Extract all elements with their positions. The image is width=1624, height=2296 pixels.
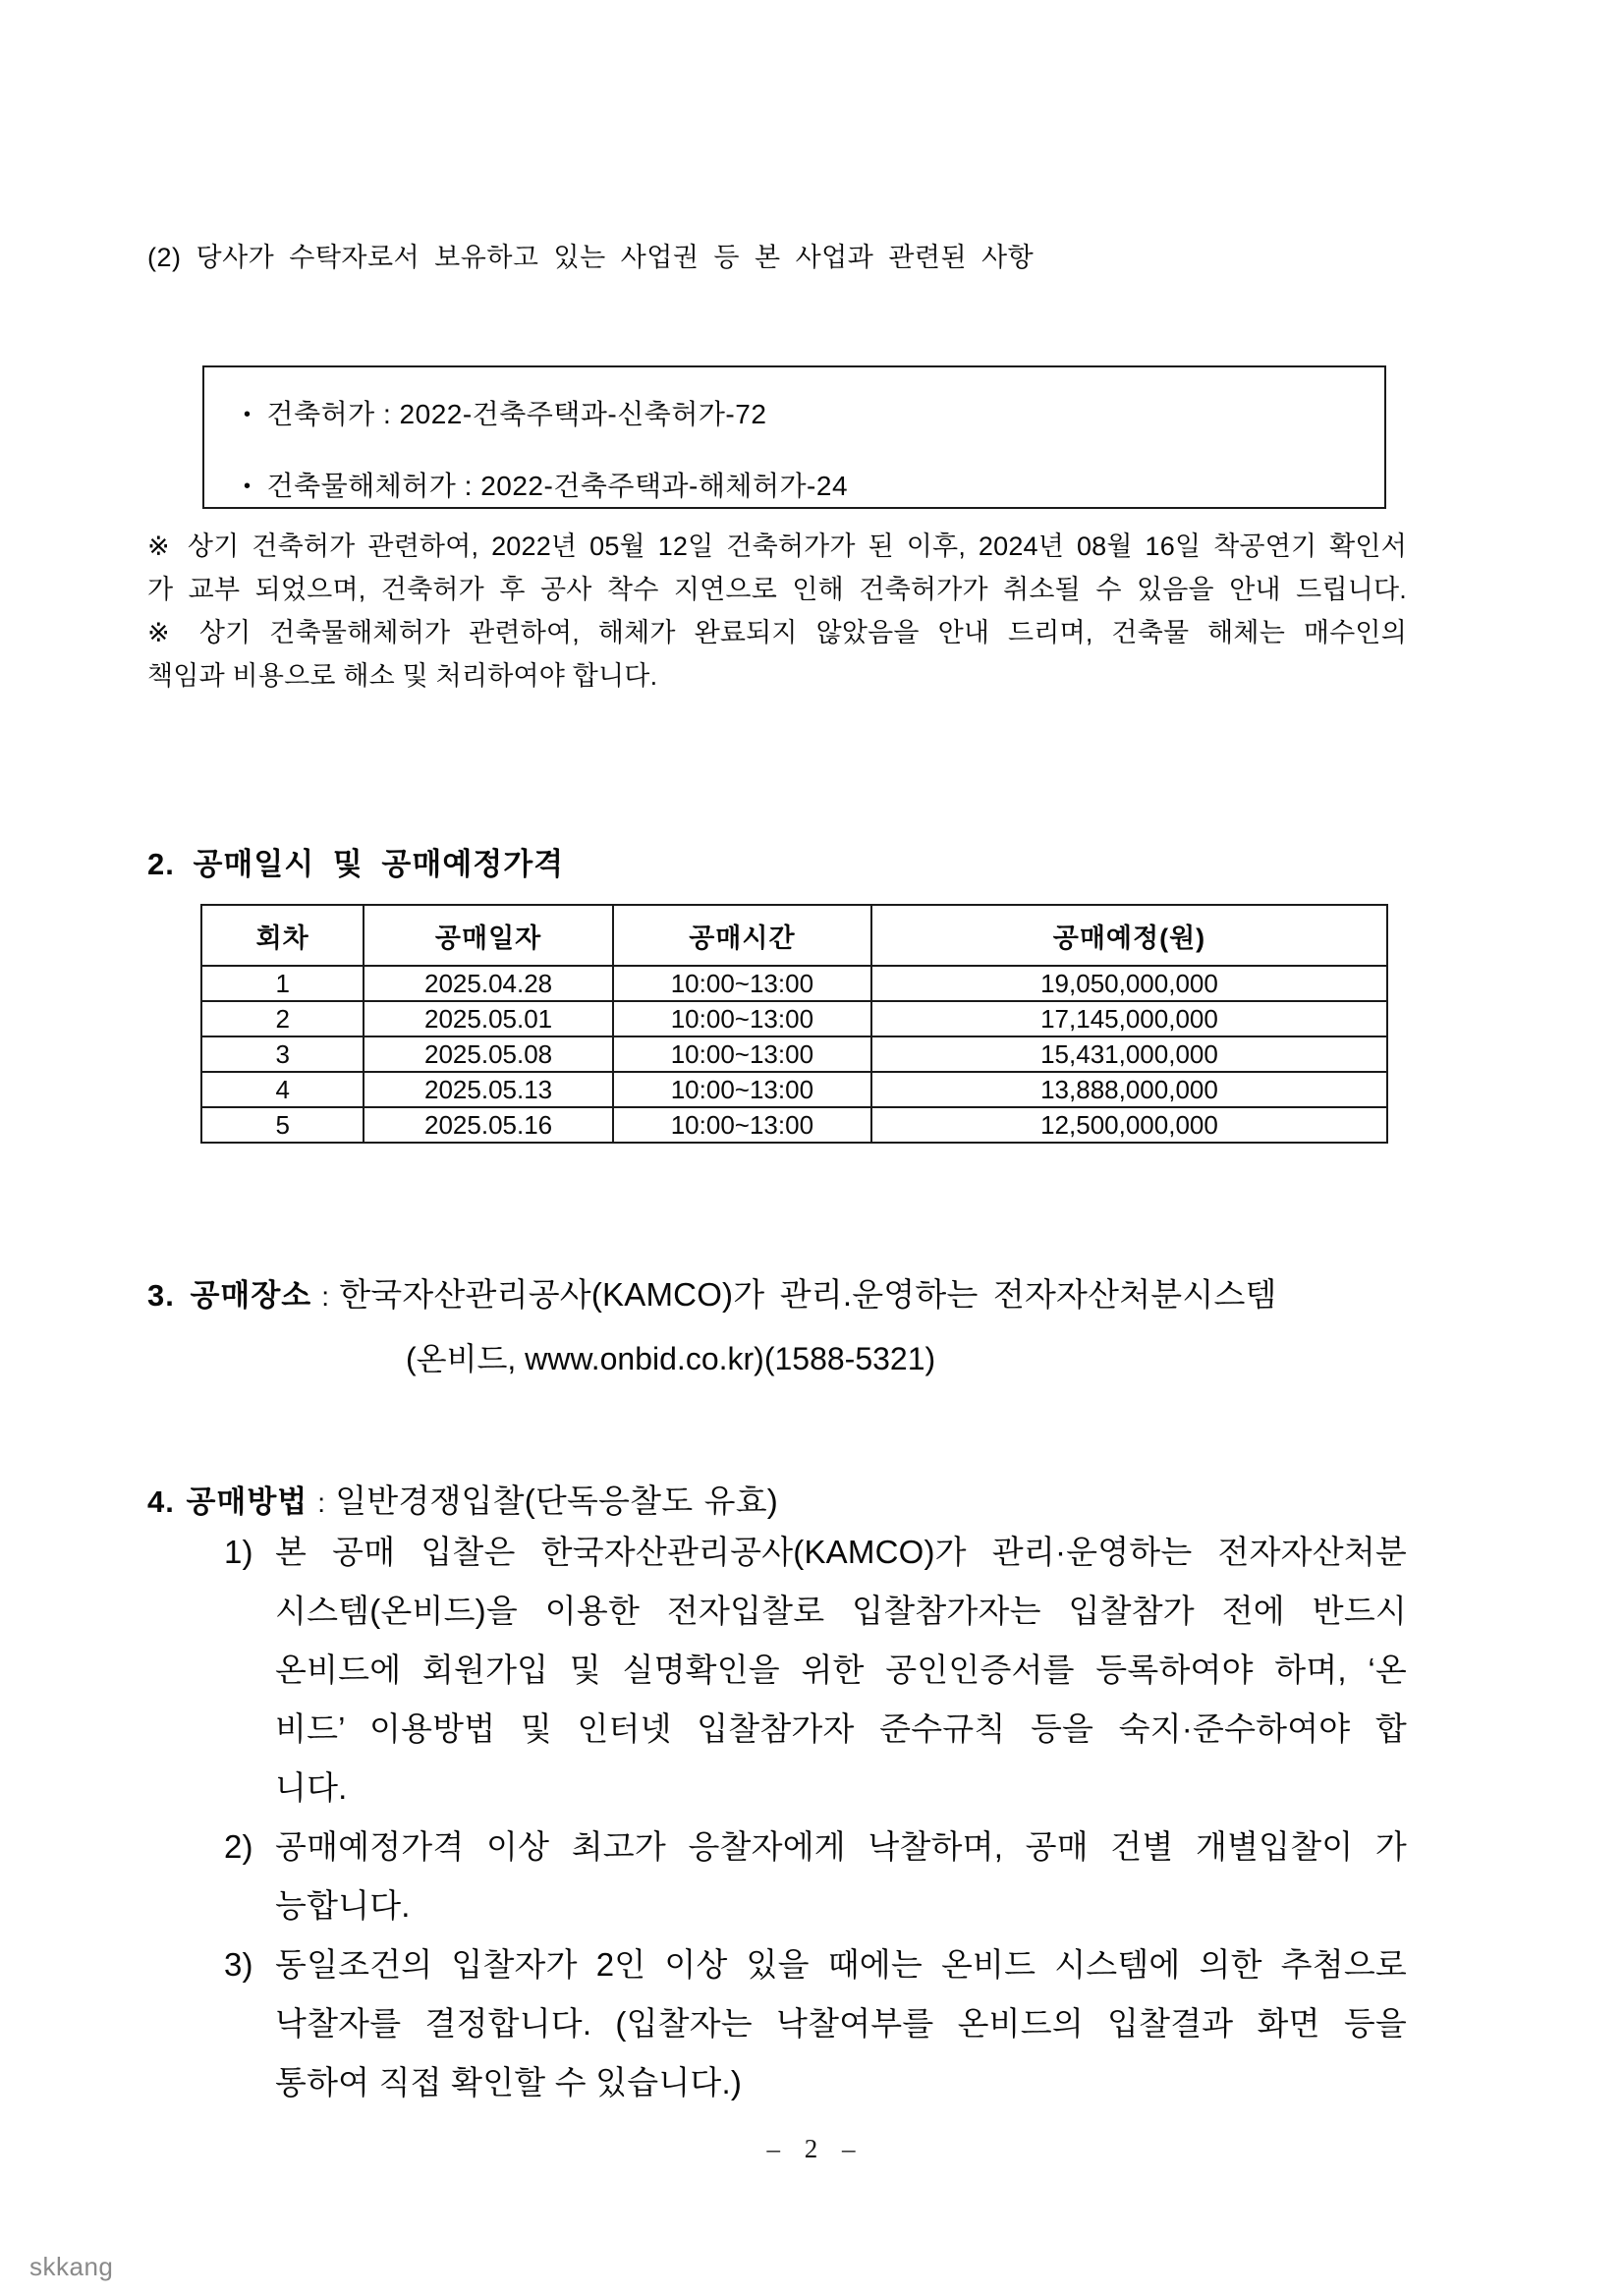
cell-round: 4 — [201, 1072, 364, 1107]
permit-item-demolition — [244, 465, 1365, 504]
cell-time: 10:00~13:00 — [613, 1001, 871, 1036]
item-line: 낙찰자를 결정합니다. (입찰자는 낙찰여부를 온비드의 입찰결과 화면 등을 — [275, 2005, 1407, 2042]
table-row — [201, 966, 1387, 1001]
note-line: ※ 상기 건축허가 관련하여, 2022년 05월 12일 건축허가가 된 이후, 2024년 08월 16일 착공연기 확인서 — [147, 532, 1407, 561]
note-building-permit — [147, 525, 1407, 611]
method-item-2 — [224, 1818, 1407, 1935]
section4-text: 일반경쟁입찰(단독응찰도 유효) — [335, 1483, 778, 1519]
cell-round: 2 — [201, 1001, 364, 1036]
cell-time: 10:00~13:00 — [613, 1107, 871, 1143]
item-number: 3) — [224, 1946, 253, 1983]
permit-item-building — [244, 393, 1365, 432]
header-round: 회차 — [201, 905, 364, 966]
method-item-1 — [224, 1523, 1407, 1818]
table-row — [201, 1107, 1387, 1143]
item-number: 2) — [224, 1828, 253, 1865]
item-line: 통하여 직접 확인할 수 있습니다.) — [275, 2064, 743, 2100]
item-line: 비드’ 이용방법 및 인터넷 입찰참가자 준수규칙 등을 숙지·준수하여야 합 — [275, 1710, 1407, 1747]
note-demolition-permit — [147, 611, 1407, 698]
cell-round: 1 — [201, 966, 364, 1001]
note-line: 가 교부 되었으며, 건축허가 후 공사 착수 지연으로 인해 건축허가가 취소될 수 있음을 안내 드립니다. — [147, 575, 1407, 604]
permit-box — [202, 365, 1386, 509]
cell-price: 17,145,000,000 — [871, 1001, 1387, 1036]
permit-item-text: 건축물해체허가 : 2022-건축주택과-해체허가-24 — [266, 471, 849, 501]
permit-item-text: 건축허가 : 2022-건축주택과-신축허가-72 — [266, 399, 767, 429]
section4-label: 4. 공매방법 — [147, 1484, 308, 1519]
item-number: 1) — [224, 1534, 253, 1570]
item-line: 능합니다. — [275, 1887, 411, 1924]
watermark-text: skkang — [29, 2252, 114, 2281]
table-row — [201, 1001, 1387, 1036]
cell-round: 3 — [201, 1036, 364, 1072]
item-line: 본 공매 입찰은 한국자산관리공사(KAMCO)가 관리·운영하는 전자자산처분 — [275, 1534, 1407, 1570]
note-line: 책임과 비용으로 해소 및 처리하여야 합니다. — [147, 661, 658, 691]
table-row — [201, 1072, 1387, 1107]
cell-date: 2025.05.08 — [364, 1036, 612, 1072]
cell-price: 19,050,000,000 — [871, 966, 1387, 1001]
cell-round: 5 — [201, 1107, 364, 1143]
cell-time: 10:00~13:00 — [613, 966, 871, 1001]
cell-price: 12,500,000,000 — [871, 1107, 1387, 1143]
section3-heading-line — [147, 1269, 1425, 1316]
section2-heading: 2. 공매일시 및 공매예정가격 — [147, 847, 565, 881]
item-line: 니다. — [275, 1769, 348, 1806]
cell-time: 10:00~13:00 — [613, 1036, 871, 1072]
method-item-3 — [224, 1935, 1407, 2112]
table-row — [201, 1036, 1387, 1072]
section3-label: 3. 공매장소 — [147, 1278, 312, 1313]
item-line: 온비드에 회원가입 및 실명확인을 위한 공인인증서를 등록하여야 하며, ‘온 — [275, 1652, 1407, 1688]
cell-price: 13,888,000,000 — [871, 1072, 1387, 1107]
intro-paragraph: (2) 당사가 수탁자로서 보유하고 있는 사업권 등 본 사업과 관련된 사항 — [147, 243, 1035, 272]
cell-date: 2025.05.01 — [364, 1001, 612, 1036]
page-number: – 2 – — [766, 2134, 858, 2163]
cell-price: 15,431,000,000 — [871, 1036, 1387, 1072]
bullet-icon: • — [244, 404, 252, 425]
note-line: ※ 상기 건축물해체허가 관련하여, 해체가 완료되지 않았음을 안내 드리며, 건축물 해체는 매수인의 — [147, 618, 1407, 647]
header-date: 공매일자 — [364, 905, 612, 966]
cell-date: 2025.05.16 — [364, 1107, 612, 1143]
cell-time: 10:00~13:00 — [613, 1072, 871, 1107]
auction-schedule-table — [200, 904, 1388, 1144]
section3-separator: : — [321, 1281, 330, 1312]
section4-separator: : — [317, 1487, 326, 1518]
cell-date: 2025.05.13 — [364, 1072, 612, 1107]
section3-onbid-line: (온비드, www.onbid.co.kr)(1588-5321) — [406, 1341, 936, 1376]
cell-date: 2025.04.28 — [364, 966, 612, 1001]
item-line: 동일조건의 입찰자가 2인 이상 있을 때에는 온비드 시스템에 의한 추첨으로 — [275, 1946, 1407, 1983]
section3-text: 한국자산관리공사(KAMCO)가 관리.운영하는 전자자산처분시스템 — [339, 1276, 1277, 1313]
bullet-icon: • — [244, 476, 252, 497]
item-line: 시스템(온비드)을 이용한 전자입찰로 입찰참가자는 입찰참가 전에 반드시 — [275, 1593, 1407, 1629]
table-header-row — [201, 905, 1387, 966]
item-line: 공매예정가격 이상 최고가 응찰자에게 낙찰하며, 공매 건별 개별입찰이 가 — [275, 1828, 1407, 1865]
header-time: 공매시간 — [613, 905, 871, 966]
header-price: 공매예정(원) — [871, 905, 1387, 966]
section4-heading-line — [147, 1476, 1425, 1522]
